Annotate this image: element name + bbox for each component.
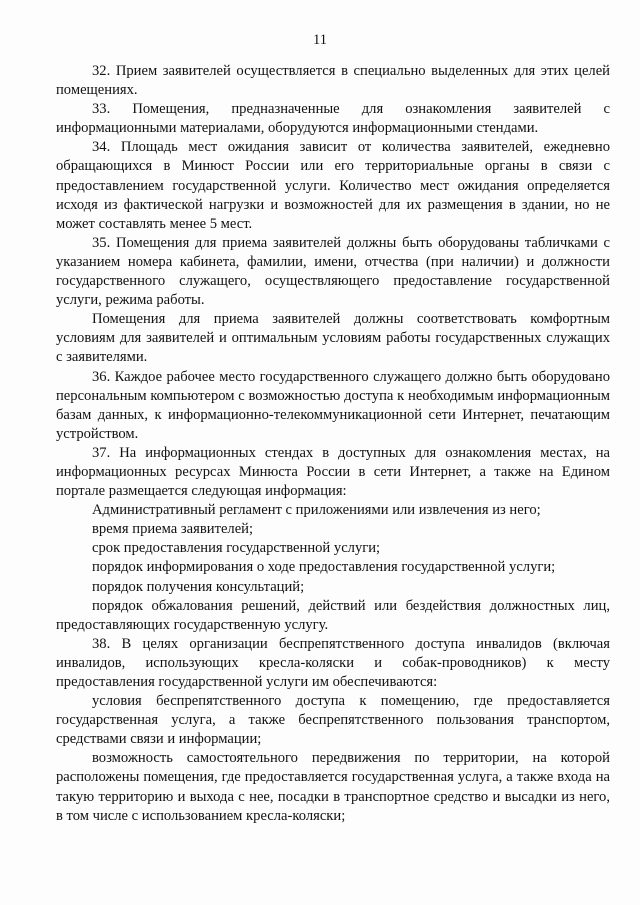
list-item-service-term: срок предоставления государственной услуги; [92, 540, 381, 557]
page-number: 11 [313, 32, 327, 48]
list-item-movement-possibility: возможность самостоятельного передвижения по территории, на которой расположены помещения, где предоставляется государственная услуга, а также входа на такую территорию и выхода с нее, посадки в транспортное средство и высадки из него, в том числе с использованием кресла-коляски; [56, 750, 610, 824]
paragraph-32: 32. Прием заявителей осуществляется в специально выделенных для этих целей помещениях. [56, 63, 610, 99]
list-item-reception-time: время приема заявителей; [92, 521, 254, 538]
list-item-consultations: порядок получения консультаций; [92, 578, 305, 595]
paragraph-37: 37. На информационных стендах в доступных для ознакомления местах, на информационных ресурсах Минюста России в сети Интернет, а также на Едином портале размещается следующая информация: [56, 444, 610, 500]
paragraph-38: 38. В целях организации беспрепятственного доступа инвалидов (включая инвалидов, использующих кресла-коляски и собак-проводников) к месту предоставления государственной услуги им обеспечиваются: [56, 635, 610, 690]
list-item-access-conditions: условия беспрепятственного доступа к помещению, где предоставляется государственная услуга, а также беспрепятственного пользования транспортом, средствами связи и информации; [56, 693, 610, 748]
paragraph-35: 35. Помещения для приема заявителей должны быть оборудованы табличками с указанием номера кабинета, фамилии, имени, отчества (при наличии) и должности государственного служащего, осуществляющего предоставление государственной услуги, режима работы. [56, 234, 610, 309]
list-item-appeal-procedure: порядок обжалования решений, действий или бездействия должностных лиц, предоставляющих государственную услугу. [56, 597, 610, 633]
list-item-informing-procedure: порядок информирования о ходе предоставления государственной услуги; [92, 559, 556, 576]
paragraph-35-continued: Помещения для приема заявителей должны соответствовать комфортным условиям для заявителей и оптимальным условиям работы государственных служащих с заявителями. [56, 311, 610, 366]
list-item-regulation: Административный регламент с приложениями или извлечения из него; [92, 502, 541, 519]
document-body [56, 62, 610, 826]
paragraph-34: 34. Площадь мест ожидания зависит от количества заявителей, ежедневно обращающихся в Минюст России или его территориальные органы в связи с предоставлением государственной услуги. Количество мест ожидания определяется исходя из фактической нагрузки и возможностей для их размещения в здании, но не может составлять менее 5 мест. [56, 139, 610, 232]
paragraph-33: 33. Помещения, предназначенные для ознакомления заявителей с информационными материалами, оборудуются информационными стендами. [56, 101, 610, 137]
paragraph-36: 36. Каждое рабочее место государственного служащего должно быть оборудовано персональным компьютером с возможностью доступа к необходимым информационным базам данных, к информационно-телекоммуникационной сети Интернет, печатающим устройством. [56, 368, 610, 442]
